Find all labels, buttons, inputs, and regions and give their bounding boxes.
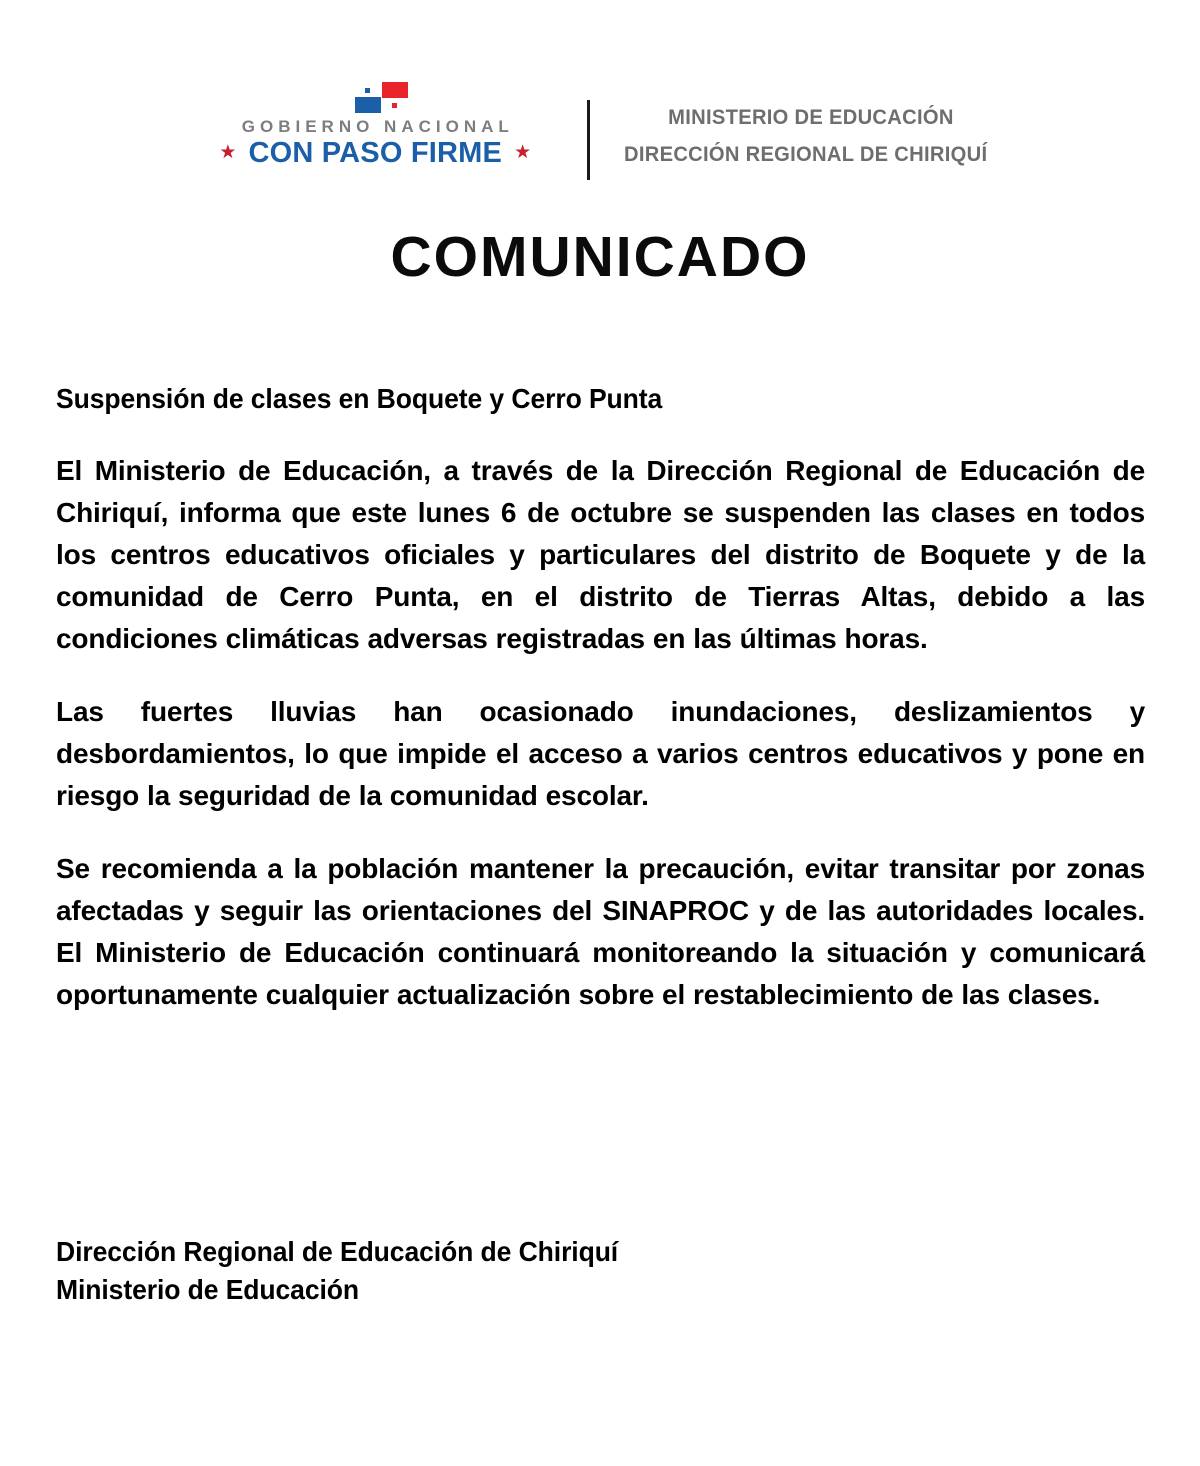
regional-direction-label: DIRECCIÓN REGIONAL DE CHIRIQUÍ — [623, 143, 988, 166]
body-paragraph-2: Las fuertes lluvias han ocasionado inundaciones, deslizamientos y desbordamientos, lo que impide el acceso a varios centros educativos y pone en riesgo la seguridad de la comunidad escolar. — [56, 696, 1145, 812]
body-paragraph-3: Se recomienda a la población mantener la precaución, evitar transitar por zonas afectadas y seguir las orientaciones del SINAPROC y de las autoridades locales. El Ministerio de Educación continuará monitoreando la situación y comunicará oportunamente cualquier actualización sobre el restablecimiento de las clases. — [56, 853, 1145, 1011]
document-subtitle: Suspensión de clases en Boquete y Cerro Punta — [56, 383, 663, 414]
body-paragraph-1: El Ministerio de Educación, a través de la Dirección Regional de Educación de Chiriquí, informa que este lunes 6 de octubre se suspenden las clases en todos los centros educativos oficiales y particulares del distrito de Boquete y de la comunidad de Cerro Punta, en el distrito de Tierras Altas, debido a las condiciones climáticas adversas registradas en las últimas horas. — [56, 455, 1145, 655]
flag-red-rectangle — [382, 82, 408, 98]
ministry-block — [624, 78, 1002, 167]
signature-line-2: Ministerio de Educación — [56, 1274, 360, 1305]
signature-block — [56, 1233, 1145, 1309]
government-brand-block — [198, 78, 553, 168]
flag-red-dot — [392, 103, 397, 108]
flag-blue-rectangle — [355, 97, 381, 113]
panama-flag-icon — [349, 80, 411, 116]
document-header — [0, 78, 1200, 188]
slogan-row — [219, 138, 531, 168]
header-divider — [587, 100, 590, 180]
document-body — [56, 382, 1145, 1016]
star-left-icon: ★ — [219, 142, 237, 164]
flag-blue-dot — [365, 88, 370, 93]
slogan-label: CON PASO FIRME — [248, 136, 503, 169]
signature-line-1: Dirección Regional de Educación de Chiriquí — [56, 1236, 619, 1267]
star-right-icon: ★ — [514, 142, 532, 164]
page-title: COMUNICADO — [390, 225, 810, 289]
government-name-label: GOBIERNO NACIONAL — [241, 117, 514, 136]
ministry-name-label: MINISTERIO DE EDUCACIÓN — [667, 106, 954, 129]
